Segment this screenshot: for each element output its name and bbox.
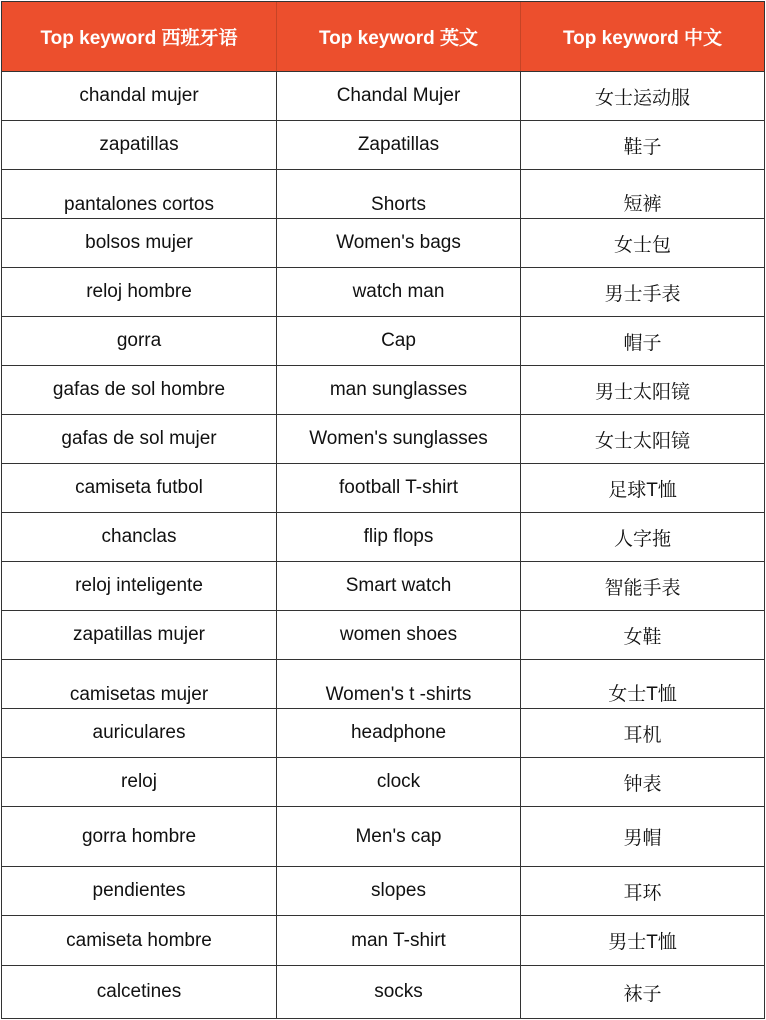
cell-spanish: gafas de sol mujer xyxy=(2,415,277,463)
table-row xyxy=(2,72,764,121)
cell-chinese: 钟表 xyxy=(623,773,662,795)
table-row xyxy=(2,366,764,415)
cell-english: clock xyxy=(277,758,521,806)
cell-english: headphone xyxy=(277,709,521,757)
cell-spanish: zapatillas xyxy=(2,121,277,169)
cell-chinese: 男士T恤 xyxy=(608,932,677,953)
table-row xyxy=(2,916,764,966)
cell-spanish: chanclas xyxy=(2,513,277,561)
cell-spanish: reloj xyxy=(2,758,277,806)
table-row xyxy=(2,660,764,709)
cell-spanish: chandal mujer xyxy=(2,72,277,120)
cell-chinese: 男帽 xyxy=(623,828,662,849)
cell-spanish: auriculares xyxy=(2,709,277,757)
cell-english: socks xyxy=(277,966,521,1018)
cell-spanish: zapatillas mujer xyxy=(2,611,277,659)
cell-english: Zapatillas xyxy=(277,121,521,169)
cell-spanish: pantalones cortos xyxy=(2,170,277,218)
header-spanish: Top keyword 西班牙语 xyxy=(2,2,277,71)
cell-spanish: reloj inteligente xyxy=(2,562,277,610)
table-row xyxy=(2,170,764,219)
cell-spanish: gafas de sol hombre xyxy=(2,366,277,414)
cell-english: Chandal Mujer xyxy=(277,72,521,120)
cell-english: man sunglasses xyxy=(277,366,521,414)
cell-english: Smart watch xyxy=(277,562,521,610)
cell-chinese: 女鞋 xyxy=(623,626,662,648)
table-row xyxy=(2,317,764,366)
cell-spanish: calcetines xyxy=(2,966,277,1018)
table-row xyxy=(2,219,764,268)
header-chinese: Top keyword 中文 xyxy=(562,28,723,49)
table-row xyxy=(2,709,764,758)
cell-spanish: gorra xyxy=(2,317,277,365)
cell-english: Women's sunglasses xyxy=(277,415,521,463)
cell-english: Cap xyxy=(277,317,521,365)
table-row xyxy=(2,807,764,867)
cell-english: women shoes xyxy=(277,611,521,659)
table-row xyxy=(2,562,764,611)
cell-chinese: 耳环 xyxy=(623,882,662,904)
cell-spanish: camiseta hombre xyxy=(2,916,277,965)
cell-english: football T-shirt xyxy=(277,464,521,512)
cell-chinese: 袜子 xyxy=(623,983,662,1005)
cell-english: watch man xyxy=(277,268,521,316)
cell-english: flip flops xyxy=(277,513,521,561)
table-row xyxy=(2,611,764,660)
table-row xyxy=(2,966,764,1018)
cell-chinese: 帽子 xyxy=(623,332,662,354)
header-english: Top keyword 英文 xyxy=(277,2,521,71)
cell-english: man T-shirt xyxy=(277,916,521,965)
cell-chinese: 足球T恤 xyxy=(608,479,677,501)
table-row xyxy=(2,758,764,807)
cell-chinese: 人字拖 xyxy=(613,528,671,550)
cell-spanish: camiseta futbol xyxy=(2,464,277,512)
table-row xyxy=(2,121,764,170)
cell-chinese: 智能手表 xyxy=(604,577,681,599)
cell-chinese: 鞋子 xyxy=(623,136,662,158)
table-row xyxy=(2,415,764,464)
table-row xyxy=(2,867,764,916)
cell-english: Women's bags xyxy=(277,219,521,267)
table-header xyxy=(2,2,764,72)
table-row xyxy=(2,268,764,317)
keyword-table xyxy=(1,1,765,1019)
cell-spanish: bolsos mujer xyxy=(2,219,277,267)
cell-chinese: 女士包 xyxy=(613,234,671,256)
table-row xyxy=(2,513,764,562)
cell-spanish: gorra hombre xyxy=(2,807,277,866)
cell-english: Men's cap xyxy=(277,807,521,866)
cell-chinese: 男士太阳镜 xyxy=(594,381,690,403)
cell-spanish: reloj hombre xyxy=(2,268,277,316)
cell-chinese: 耳机 xyxy=(623,724,662,746)
cell-english: Women's t -shirts xyxy=(277,660,521,708)
cell-english: Shorts xyxy=(277,170,521,218)
cell-chinese: 女士太阳镜 xyxy=(594,430,690,452)
cell-chinese: 女士运动服 xyxy=(594,87,690,109)
cell-chinese: 女士T恤 xyxy=(608,684,677,705)
cell-english: slopes xyxy=(277,867,521,915)
cell-chinese: 短裤 xyxy=(623,194,662,215)
table-row xyxy=(2,464,764,513)
cell-spanish: camisetas mujer xyxy=(2,660,277,708)
cell-spanish: pendientes xyxy=(2,867,277,915)
cell-chinese: 男士手表 xyxy=(604,283,681,305)
